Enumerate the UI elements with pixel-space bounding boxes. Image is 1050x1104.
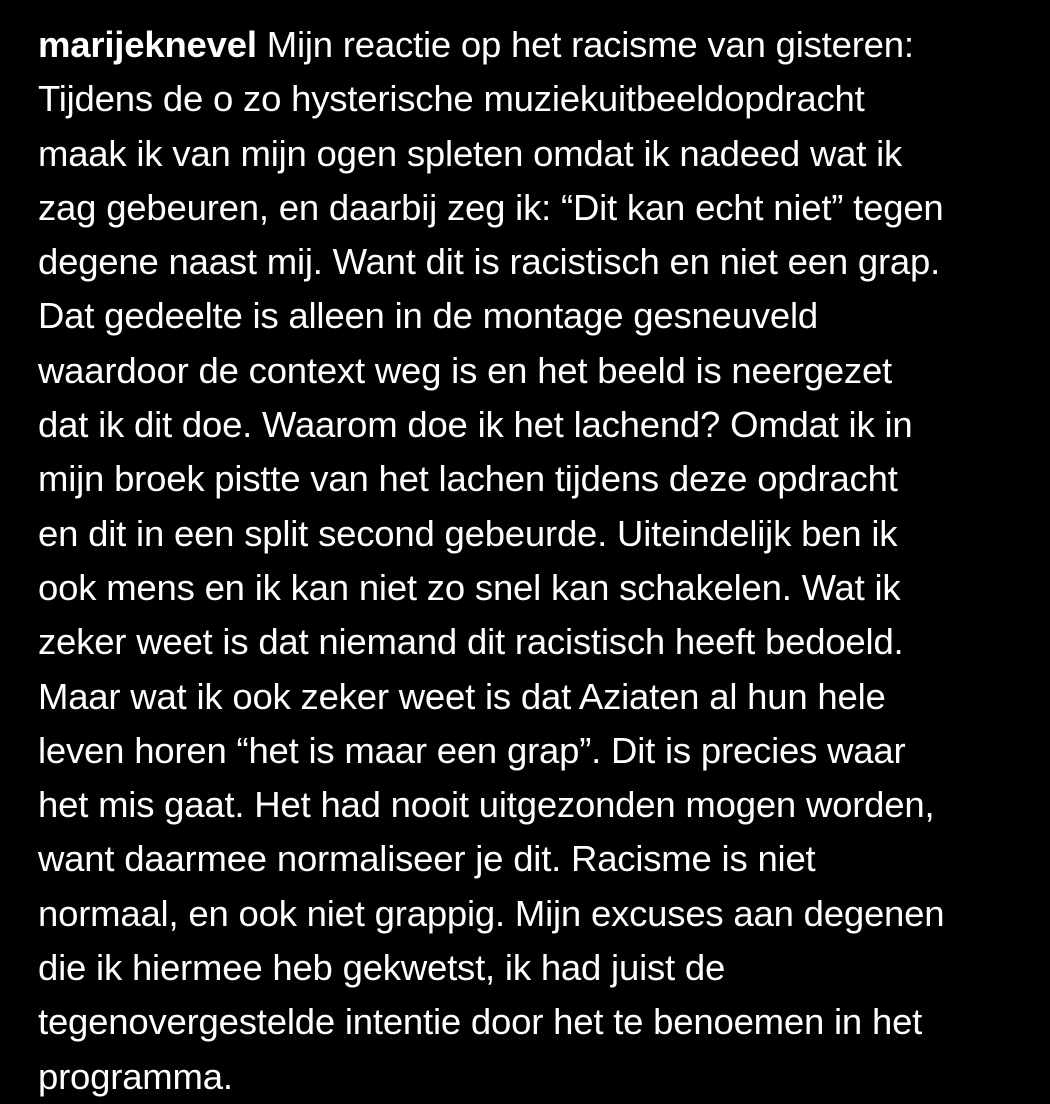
caption-text: en dit in een split second gebeurde. Uiteindelijk ben ik [38,512,898,554]
caption-text: degene naast mij. Want dit is racistisch en niet een grap. [38,241,941,283]
caption-text: Mijn reactie op het racisme van gisteren: [266,24,914,65]
caption-text: die ik hiermee heb gekwetst, ik had juist de [38,947,726,989]
caption-text: maak ik van mijn ogen spleten omdat ik nadeed wat ik [38,132,903,174]
caption-text: programma. [38,1055,233,1097]
caption-text: dat ik dit doe. Waarom doe ik het lachend? Omdat ik in [38,404,913,446]
caption-text: Tijdens de o zo hysterische muziekuitbeeldopdracht [38,78,865,120]
caption-text: want daarmee normaliseer je dit. Racisme is niet [38,838,816,880]
caption-text: Maar wat ik ook zeker weet is dat Aziaten al hun hele [38,675,886,717]
caption-text: zeker weet is dat niemand dit racistisch heeft bedoeld. [38,621,904,663]
caption-text: leven horen “het is maar een grap”. Dit is precies waar [38,729,906,771]
caption-text: ook mens en ik kan niet zo snel kan schakelen. Wat ik [38,566,901,608]
caption-text: mijn broek pistte van het lachen tijdens deze opdracht [38,458,898,500]
caption-text: het mis gaat. Het had nooit uitgezonden mogen worden, [38,784,935,826]
post-caption [38,18,1038,1104]
caption-text: zag gebeuren, en daarbij zeg ik: “Dit kan echt niet” tegen [38,186,944,228]
username-link[interactable]: marijeknevel [38,24,257,65]
caption-text: Dat gedeelte is alleen in de montage gesneuveld [38,295,818,337]
caption-line-1 [38,18,1038,72]
caption-text: waardoor de context weg is en het beeld is neergezet [38,349,892,391]
caption-text: tegenovergestelde intentie door het te benoemen in het [38,1001,923,1043]
caption-text: normaal, en ook niet grappig. Mijn excuses aan degenen [38,892,945,934]
